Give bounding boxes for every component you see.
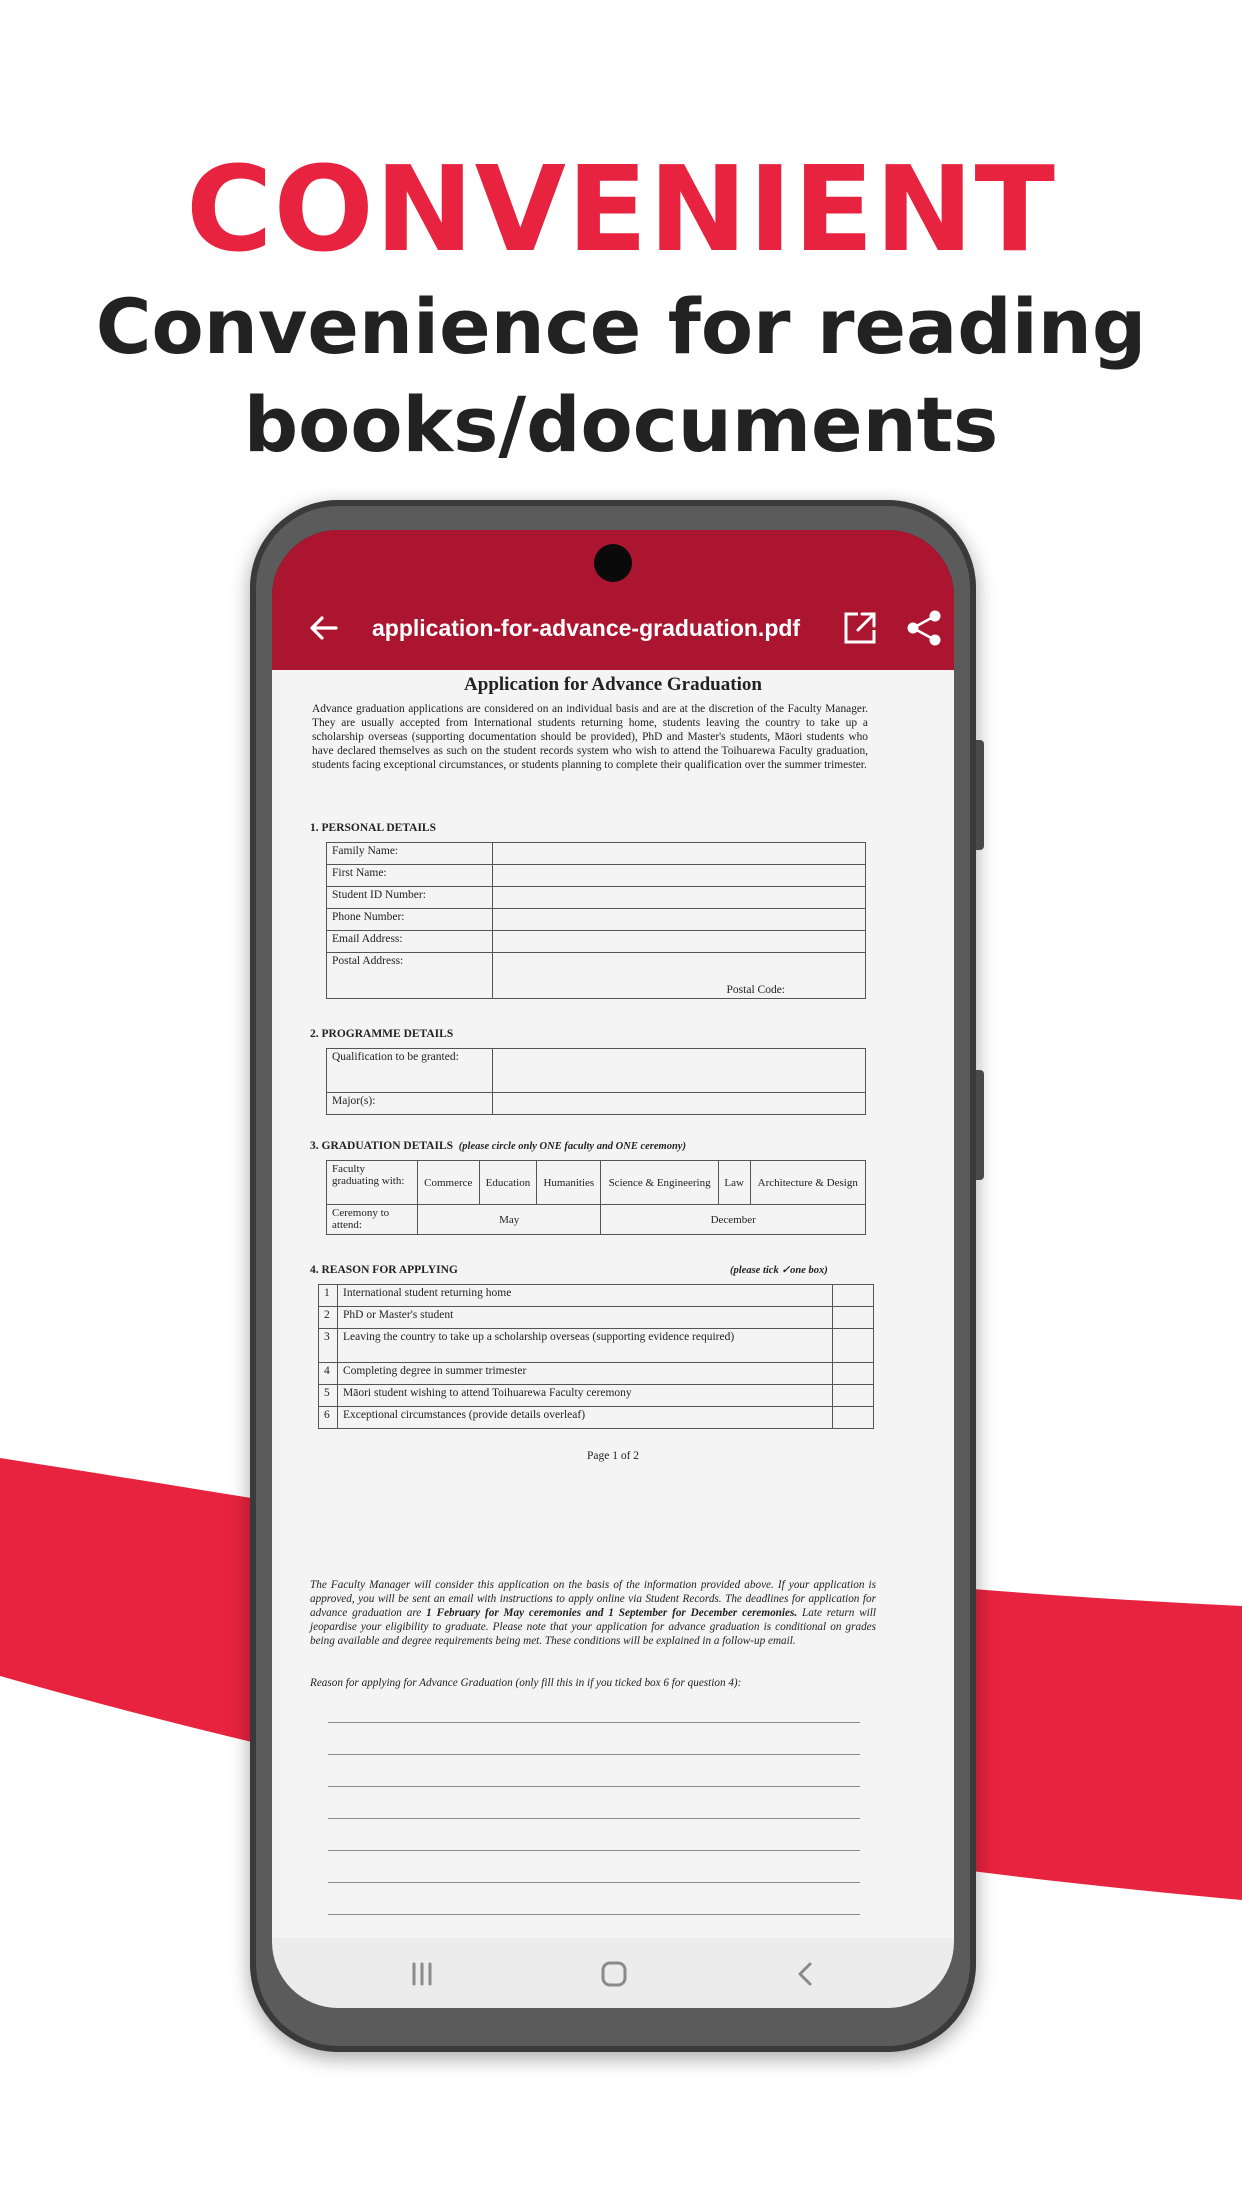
write-line[interactable] [328, 1914, 860, 1915]
section-graduation-details-note: (please circle only ONE faculty and ONE ceremony) [458, 1141, 686, 1152]
phone-power-button [976, 1070, 984, 1180]
faculty-option[interactable]: Architecture & Design [750, 1161, 866, 1205]
field-input[interactable] [493, 865, 866, 887]
pdf-viewer[interactable] [272, 670, 954, 1938]
reason-number: 3 [319, 1329, 338, 1363]
reason-text: Exceptional circumstances (provide details overleaf) [338, 1407, 833, 1429]
reason-text: PhD or Master's student [338, 1307, 833, 1329]
field-label: Family Name: [327, 843, 493, 865]
qualification-input[interactable] [493, 1049, 866, 1093]
section-reason-note [730, 1264, 828, 1276]
reason-text: Completing degree in summer trimester [338, 1363, 833, 1385]
page2-paragraph-part: Late return will jeopardise your eligibility to graduate. Please note that your application for advance graduation is conditional on grades being available and degree requirements being met. These conditions will be explained in a follow-up email. [310, 1607, 877, 1647]
page2-paragraph-part: The Faculty Manager will consider this application on the basis of the information provided above. If your application is approved, you will be sent an email with instructions to apply online via Student Records. The deadlines for application for advance graduation are [310, 1579, 876, 1619]
page2-reason-label: Reason for applying for Advance Graduation (only fill this in if you ticked box 6 for question 4): [310, 1677, 742, 1689]
field-input[interactable] [493, 931, 866, 953]
system-nav-bar [272, 1938, 954, 2008]
reason-number: 1 [319, 1285, 338, 1307]
faculty-option[interactable]: Law [718, 1161, 750, 1205]
faculty-option[interactable]: Education [479, 1161, 537, 1205]
app-bar [272, 530, 954, 670]
field-input[interactable] [493, 953, 866, 999]
field-label: Email Address: [327, 931, 493, 953]
faculty-option[interactable]: Commerce [418, 1161, 480, 1205]
page-number: Page 1 of 2 [586, 1450, 640, 1462]
front-camera [594, 544, 632, 582]
section-reason-note-text: (please tick ✓one box) [730, 1265, 828, 1276]
write-line[interactable] [328, 1786, 860, 1787]
page2-deadlines: 1 February for May ceremonies and 1 September for December ceremonies. [426, 1607, 798, 1619]
nav-back-icon[interactable] [784, 1952, 828, 1996]
reason-text: Māori student wishing to attend Toihuarewa Faculty ceremony [338, 1385, 833, 1407]
ceremony-option[interactable]: May [418, 1205, 601, 1235]
write-line[interactable] [328, 1722, 860, 1723]
field-label: First Name: [327, 865, 493, 887]
document-intro: Advance graduation applications are considered on an individual basis and are at the discretion of the Faculty Manager. They are usually accepted from International students returning home, students leaving the country to take up a scholarship overseas (supporting documentation should be provided), PhD and Master's students, Māori students who have declared themselves as such on the student records system who wish to attend the Toihuarewa Faculty graduation, students facing exceptional circumstances, or students planning to complete their qualification over the summer trimester. [312, 703, 868, 771]
write-line[interactable] [328, 1818, 860, 1819]
phone-screen [272, 530, 954, 2008]
faculty-option[interactable]: Science & Engineering [601, 1161, 718, 1205]
ceremony-option[interactable]: December [601, 1205, 866, 1235]
page2-paragraph [310, 1578, 876, 1648]
reason-table [318, 1284, 874, 1429]
personal-details-table [326, 842, 866, 999]
reason-checkbox[interactable] [833, 1329, 874, 1363]
graduation-details-table [326, 1160, 866, 1235]
reason-number: 4 [319, 1363, 338, 1385]
reason-text: Leaving the country to take up a scholarship overseas (supporting evidence required) [338, 1329, 833, 1363]
ceremony-label: Ceremony to attend: [327, 1205, 418, 1235]
section-graduation-details-title [310, 1140, 686, 1152]
reason-number: 6 [319, 1407, 338, 1429]
field-input[interactable] [493, 909, 866, 931]
reason-checkbox[interactable] [833, 1407, 874, 1429]
qualification-label: Qualification to be granted: [327, 1049, 493, 1093]
headline-subtitle-line1: Convenience for reading [95, 282, 1147, 371]
postal-code-label: Postal Code: [726, 984, 785, 996]
reason-number: 5 [319, 1385, 338, 1407]
section-graduation-details-label: 3. GRADUATION DETAILS [310, 1140, 454, 1152]
write-line[interactable] [328, 1850, 860, 1851]
reason-number: 2 [319, 1307, 338, 1329]
section-programme-details-title: 2. PROGRAMME DETAILS [310, 1028, 454, 1040]
programme-details-table [326, 1048, 866, 1115]
document-title: Application for Advance Graduation [464, 674, 762, 695]
faculty-label: Faculty graduating with: [327, 1161, 418, 1205]
field-input[interactable] [493, 843, 866, 865]
reason-checkbox[interactable] [833, 1385, 874, 1407]
arrow-left-icon[interactable] [302, 606, 346, 650]
share-icon[interactable] [902, 606, 946, 650]
document-file-name: application-for-advance-graduation.pdf [372, 615, 801, 641]
field-input[interactable] [493, 887, 866, 909]
reason-checkbox[interactable] [833, 1363, 874, 1385]
field-label: Student ID Number: [327, 887, 493, 909]
field-label: Phone Number: [327, 909, 493, 931]
reason-checkbox[interactable] [833, 1307, 874, 1329]
phone-volume-button [976, 740, 984, 850]
section-personal-details-title: 1. PERSONAL DETAILS [310, 822, 437, 834]
faculty-option[interactable]: Humanities [537, 1161, 601, 1205]
home-icon[interactable] [592, 1952, 636, 1996]
section-reason-title: 4. REASON FOR APPLYING [310, 1264, 458, 1276]
majors-input[interactable] [493, 1093, 866, 1115]
write-line[interactable] [328, 1882, 860, 1883]
open-external-icon[interactable] [838, 606, 882, 650]
reason-text: International student returning home [338, 1285, 833, 1307]
recents-icon[interactable] [400, 1952, 444, 1996]
write-line[interactable] [328, 1754, 860, 1755]
headline-title: CONVENIENT [185, 140, 1057, 278]
headline-subtitle-line2: books/documents [243, 380, 999, 469]
majors-label: Major(s): [327, 1093, 493, 1115]
reason-checkbox[interactable] [833, 1285, 874, 1307]
field-label: Postal Address: [327, 953, 493, 999]
